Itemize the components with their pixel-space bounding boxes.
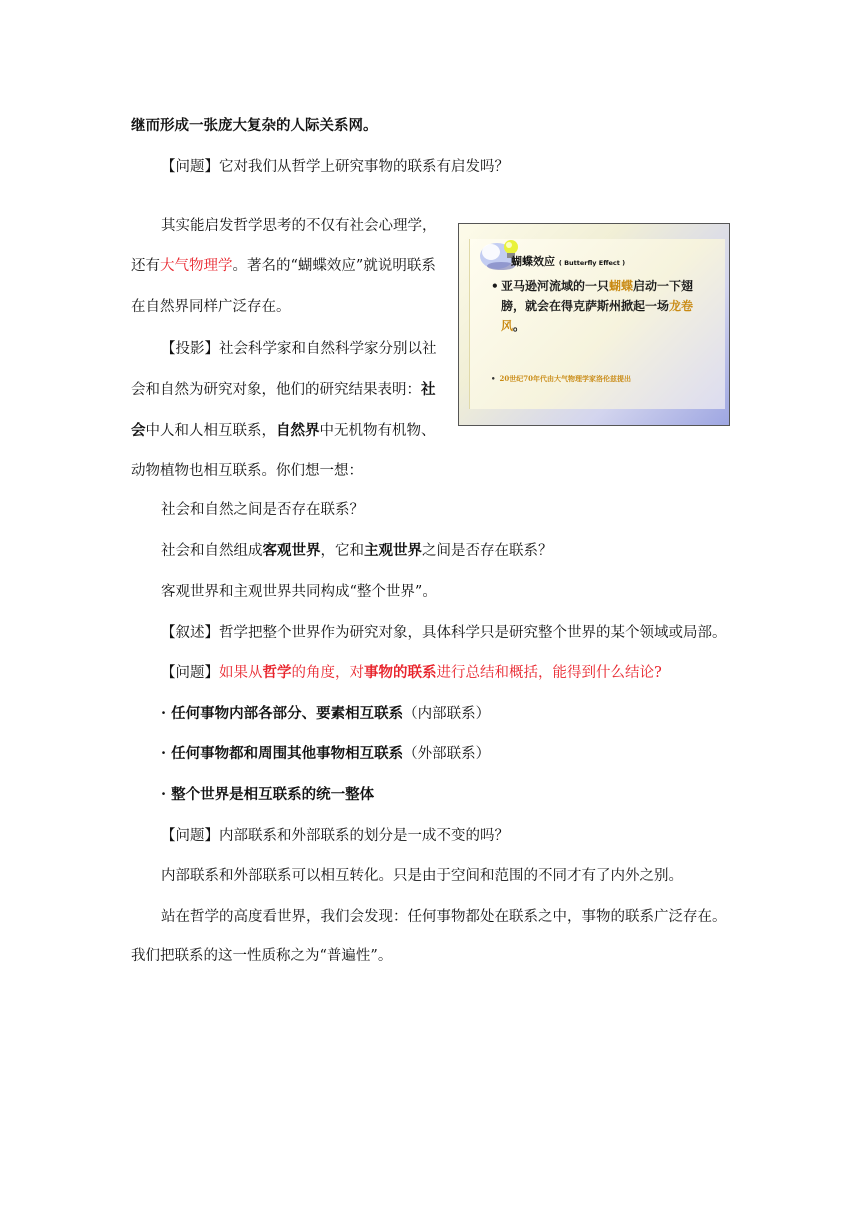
highlight-bold-text: 事物的联系 [364,664,437,681]
paragraph-line: 在自然界同样广泛存在。 [131,299,291,315]
slide-note-text: 20世纪70年代由大气物理学家洛伦兹提出 [499,374,631,383]
bullet-bold-text: · 任何事物都和周围其他事物相互联系 [161,745,404,762]
bold-text: 会 [131,422,146,439]
slide-bullet [491,276,711,336]
paragraph-line: 内部联系和外部联系可以相互转化。只是由于空间和范围的不同才有了内外之别。 [161,868,683,884]
paragraph-line [131,256,436,276]
question-tag: 【问题】 [161,159,219,175]
text-span: ，它和 [320,543,364,559]
highlight-text: 进行总结和概括，能得到什么结论? [436,665,662,681]
butterfly-effect-slide [458,223,730,426]
question-line: 【问题】内部联系和外部联系的划分是一成不变的吗？ [161,828,509,844]
bullet-dot-icon: • [491,279,499,293]
paragraph-line [131,421,436,441]
text-span: 中人和人相互联系， [145,423,276,439]
slide-title-sub: ( Butterfly Effect ) [558,259,626,267]
slide-highlight: 龙卷风 [501,299,694,333]
paragraph-line: 客观世界和主观世界共同构成“整个世界”。 [161,584,437,600]
text-span: 会和自然为研究对象，他们的研究结果表明： [131,382,421,398]
slide-text: 亚马逊河流域的一只 [501,279,610,293]
text-span: 社会和自然组成 [161,543,263,559]
slide-highlight: 蝴蝶 [609,279,634,293]
question-line [161,157,509,177]
highlight-bold-text: 哲学 [262,664,292,681]
bullet-item: · 整个世界是相互联系的统一整体 [161,786,375,803]
paragraph-line: 站在哲学的高度看世界，我们会发现：任何事物都处在联系之中，事物的联系广泛存在。 [161,909,727,925]
bold-text: 客观世界 [262,542,321,559]
text-span: 之间是否存在联系？ [422,543,553,559]
bold-text: 自然界 [276,422,320,439]
paragraph-line [131,380,436,400]
question-line [161,663,662,683]
bullet-note: （外部联系） [403,746,491,762]
question-tag: 【问题】 [161,665,219,681]
bullet-note: （内部联系） [403,706,491,722]
bullet-bold-text: · 任何事物内部各部分、要素相互联系 [161,705,404,722]
highlight-text: 的角度，对 [291,665,364,681]
paragraph-line [161,541,553,561]
highlight-text: 如果从 [219,665,263,681]
bullet-dot-icon: • [491,374,496,383]
bold-text: 主观世界 [364,542,422,559]
paragraph-line: 继而形成一张庞大复杂的人际关系网。 [131,117,378,134]
paragraph-line: 【投影】社会科学家和自然科学家分别以社 [161,341,437,357]
paragraph-line: 社会和自然之间是否存在联系？ [161,502,364,518]
narration-line: 【叙述】哲学把整个世界作为研究对象，具体科学只是研究整个世界的某个领域或局部。 [161,625,727,641]
paragraph-line: 动物植物也相互联系。你们想一想： [131,463,363,479]
bold-text: 社 [421,381,436,398]
text-span: 还有 [131,258,160,274]
paragraph-line: 其实能启发哲学思考的不仅有社会心理学， [161,218,437,234]
question-text: 它对我们从哲学上研究事物的联系有启发吗？ [219,159,509,175]
slide-title-text: 蝴蝶效应 [511,255,555,268]
text-span: 中无机物有机物、 [319,423,436,439]
highlight-text: 大气物理学 [160,258,233,274]
text-span: 。著名的“蝴蝶效应”就说明联系 [232,258,436,274]
paragraph-line: 我们把联系的这一性质称之为“普遍性”。 [131,948,393,964]
slide-text: 启动一下翅膀，就会在得克萨斯州掀起一场 [501,279,694,313]
slide-text: 。 [513,319,526,333]
slide-title [511,253,625,269]
bullet-item [161,704,490,724]
bullet-item [161,744,490,764]
slide-note [491,374,631,384]
